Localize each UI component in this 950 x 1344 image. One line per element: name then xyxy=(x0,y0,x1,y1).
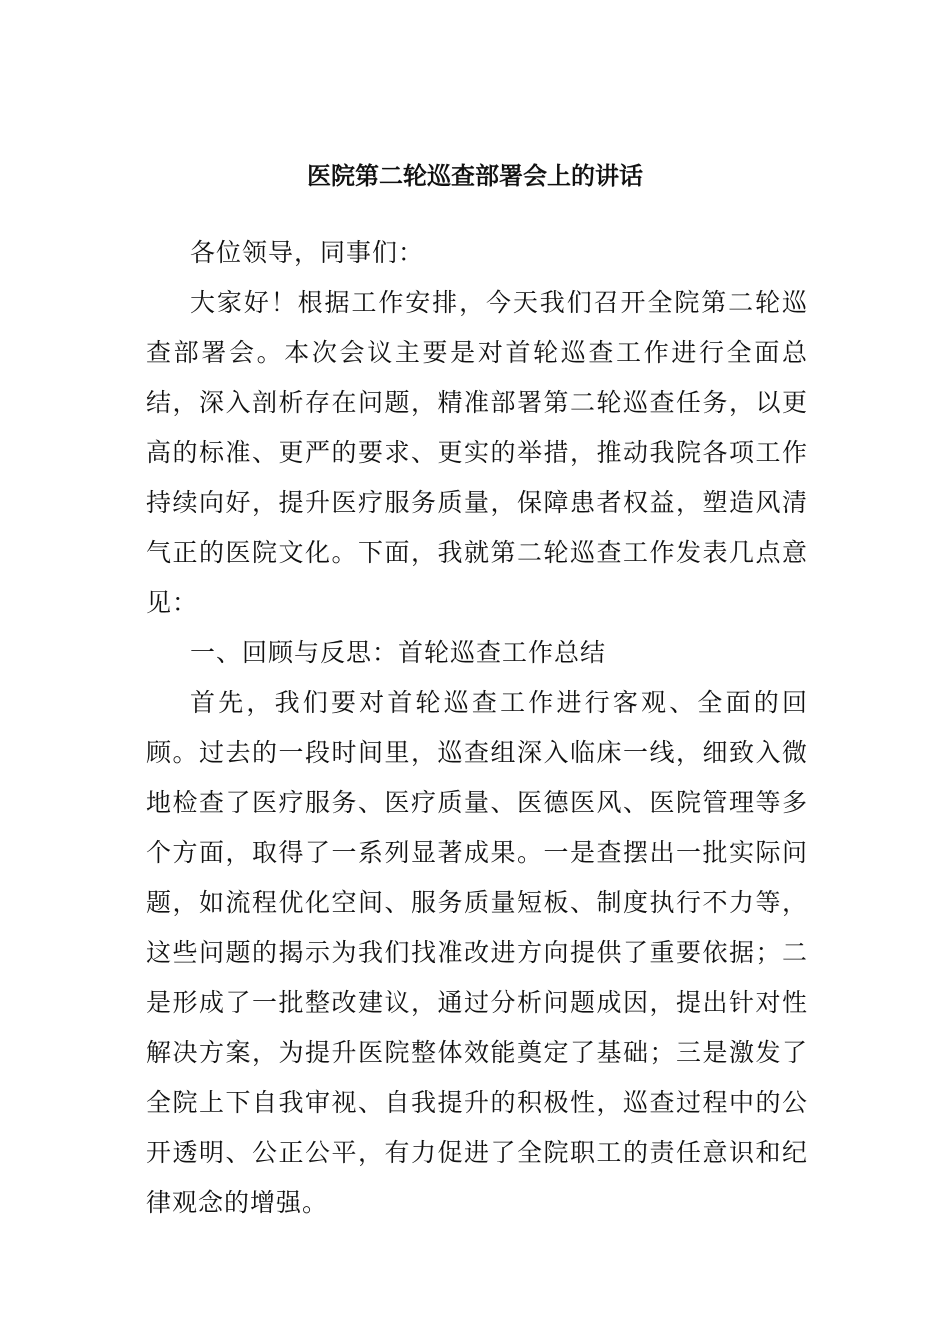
greeting-paragraph: 各位领导，同事们： xyxy=(190,238,425,267)
section-heading: 一、回顾与反思：首轮巡查工作总结 xyxy=(190,638,607,667)
document-title: 医院第二轮巡查部署会上的讲话 xyxy=(307,162,643,190)
intro-paragraph: 大家好！根据工作安排，今天我们召开全院第二轮巡查部署会。本次会议主要是对首轮巡查工作进行全面总结，深入剖析存在问题，精准部署第二轮巡查任务，以更高的标准、更严的要求、更实的举措，推动我院各项工作持续向好，提升医疗服务质量，保障患者权益，塑造风清气正的医院文化。下面，我就第二轮巡查工作发表几点意见： xyxy=(146,288,808,617)
review-paragraph: 首先，我们要对首轮巡查工作进行客观、全面的回顾。过去的一段时间里，巡查组深入临床一线，细致入微地检查了医疗服务、医疗质量、医德医风、医院管理等多个方面，取得了一系列显著成果。一是查摆出一批实际问题，如流程优化空间、服务质量短板、制度执行不力等，这些问题的揭示为我们找准改进方向提供了重要依据；二是形成了一批整改建议，通过分析问题成因，提出针对性解决方案，为提升医院整体效能奠定了基础；三是激发了全院上下自我审视、自我提升的积极性，巡查过程中的公开透明、公正公平，有力促进了全院职工的责任意识和纪律观念的增强。 xyxy=(146,688,808,1217)
document-body xyxy=(146,228,808,1228)
